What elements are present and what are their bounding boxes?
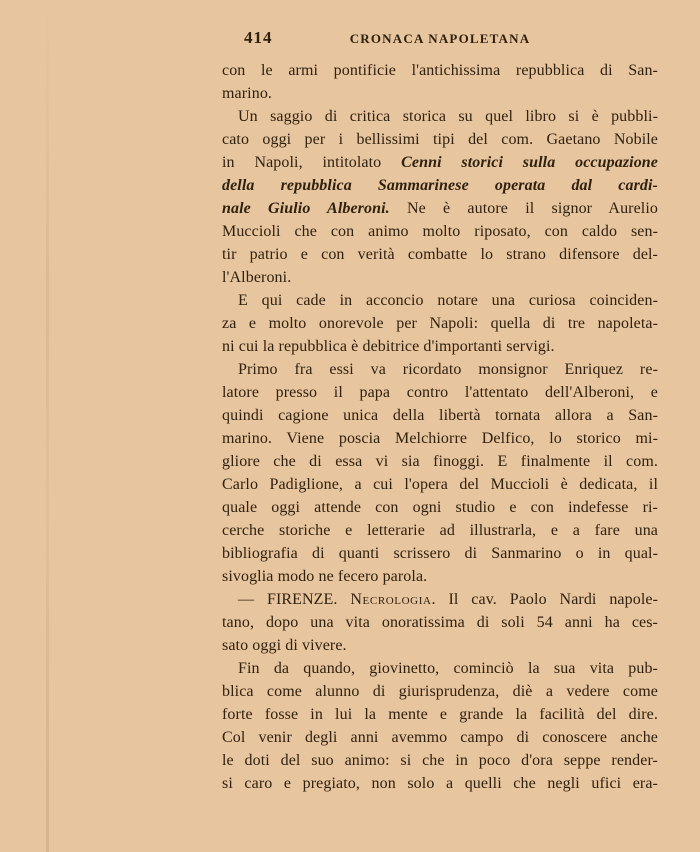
text-run: in Napoli, intitolato bbox=[222, 154, 402, 171]
text-run: cerche storiche e letterarie ad illustrarla, e a fare una bbox=[222, 522, 658, 539]
text-line bbox=[222, 335, 658, 358]
text-line bbox=[222, 427, 658, 450]
text-line bbox=[222, 519, 658, 542]
running-title: CRONACA NAPOLETANA bbox=[349, 31, 531, 46]
text-run: Ne è autore il signor Aurelio bbox=[389, 200, 658, 217]
text-run: tano, dopo una vita onoratissima di soli 54 anni ha ces- bbox=[222, 614, 658, 631]
text-run: marino. Viene poscia Melchiorre Delfico, lo storico mi- bbox=[222, 430, 658, 447]
text-run: Col venir degli anni avemmo campo di conoscere anche bbox=[222, 729, 658, 746]
page-gutter-crease bbox=[46, 0, 49, 852]
text-line bbox=[222, 59, 658, 82]
text-run: — FIRENZE. bbox=[238, 591, 351, 608]
text-line bbox=[222, 220, 658, 243]
text-line bbox=[222, 703, 658, 726]
text-line bbox=[222, 82, 658, 105]
book-title-italic: Cenni storici sulla occupazione bbox=[401, 154, 659, 171]
text-line bbox=[222, 404, 658, 427]
text-run: ni cui la repubblica è debitrice d'importanti servigi. bbox=[222, 338, 555, 355]
text-run: blica come alunno di giurisprudenza, diè a vedere come bbox=[222, 683, 658, 700]
text-line bbox=[222, 634, 658, 657]
section-smallcaps: Necrologia bbox=[350, 591, 432, 608]
paragraph bbox=[222, 105, 658, 289]
text-line bbox=[222, 680, 658, 703]
running-head bbox=[222, 28, 658, 50]
text-run: Primo fra essi va ricordato monsignor Enriquez re- bbox=[238, 361, 658, 378]
text-line bbox=[222, 105, 658, 128]
text-line bbox=[222, 473, 658, 496]
text-run: Un saggio di critica storica su quel libro si è pubbli- bbox=[238, 108, 658, 125]
text-line bbox=[222, 151, 658, 174]
text-line bbox=[222, 312, 658, 335]
paragraph bbox=[222, 657, 658, 795]
book-title-italic: della repubblica Sammarinese operata dal cardi- bbox=[222, 177, 658, 194]
text-line bbox=[222, 749, 658, 772]
paragraph bbox=[222, 588, 658, 657]
paragraph bbox=[222, 358, 658, 588]
text-run: cato oggi per i bellissimi tipi del com. Gaetano Nobile bbox=[222, 131, 658, 148]
document-body bbox=[222, 59, 658, 795]
text-run: bibliografia di quanti scrissero di Sanmarino o in qual- bbox=[222, 545, 658, 562]
text-line bbox=[222, 657, 658, 680]
text-run: Carlo Padiglione, a cui l'opera del Muccioli è dedicata, il bbox=[222, 476, 658, 493]
text-run: gliore che di essa vi sia finoggi. E finalmente il com. bbox=[222, 453, 658, 470]
paragraph bbox=[222, 59, 658, 105]
text-run: E qui cade in acconcio notare una curiosa coinciden- bbox=[238, 292, 658, 309]
text-line bbox=[222, 128, 658, 151]
text-run: quindi cagione unica della libertà tornata allora a San- bbox=[222, 407, 658, 424]
text-run: le doti del suo animo: si che in poco d'ora seppe render- bbox=[222, 752, 658, 769]
text-line bbox=[222, 726, 658, 749]
book-title-italic: nale Giulio Alberoni. bbox=[222, 200, 390, 217]
text-run: con le armi pontificie l'antichissima repubblica di San- bbox=[222, 62, 658, 79]
text-line bbox=[222, 266, 658, 289]
text-line bbox=[222, 381, 658, 404]
text-line bbox=[222, 174, 658, 197]
text-run: si caro e pregiato, non solo a quelli che negli ufici era- bbox=[222, 775, 658, 792]
text-run: marino. bbox=[222, 85, 273, 102]
text-line bbox=[222, 496, 658, 519]
text-run: . Il cav. Paolo Nardi napole- bbox=[431, 591, 658, 608]
text-line bbox=[222, 542, 658, 565]
text-line bbox=[222, 450, 658, 473]
page-number: 414 bbox=[244, 28, 273, 47]
text-line bbox=[222, 588, 658, 611]
text-line bbox=[222, 289, 658, 312]
text-run: Muccioli che con animo molto riposato, con caldo sen- bbox=[222, 223, 658, 240]
text-run: forte fosse in lui la mente e grande la facilità del dire. bbox=[222, 706, 658, 723]
text-line bbox=[222, 243, 658, 266]
text-run: latore presso il papa contro l'attentato dell'Alberoni, e bbox=[222, 384, 658, 401]
text-line bbox=[222, 611, 658, 634]
text-line bbox=[222, 565, 658, 588]
text-run: tir patrio e con verità combatte lo strano difensore del- bbox=[222, 246, 658, 263]
paragraph bbox=[222, 289, 658, 358]
text-run: Fin da quando, giovinetto, cominciò la sua vita pub- bbox=[238, 660, 658, 677]
text-run: sivoglia modo ne fecero parola. bbox=[222, 568, 428, 585]
text-run: za e molto onorevole per Napoli: quella di tre napoleta- bbox=[222, 315, 658, 332]
text-line bbox=[222, 772, 658, 795]
text-run: l'Alberoni. bbox=[222, 269, 292, 286]
text-run: sato oggi di vivere. bbox=[222, 637, 347, 654]
text-line bbox=[222, 197, 658, 220]
text-run: quale oggi attende con ogni studio e con indefesse ri- bbox=[222, 499, 658, 516]
text-line bbox=[222, 358, 658, 381]
